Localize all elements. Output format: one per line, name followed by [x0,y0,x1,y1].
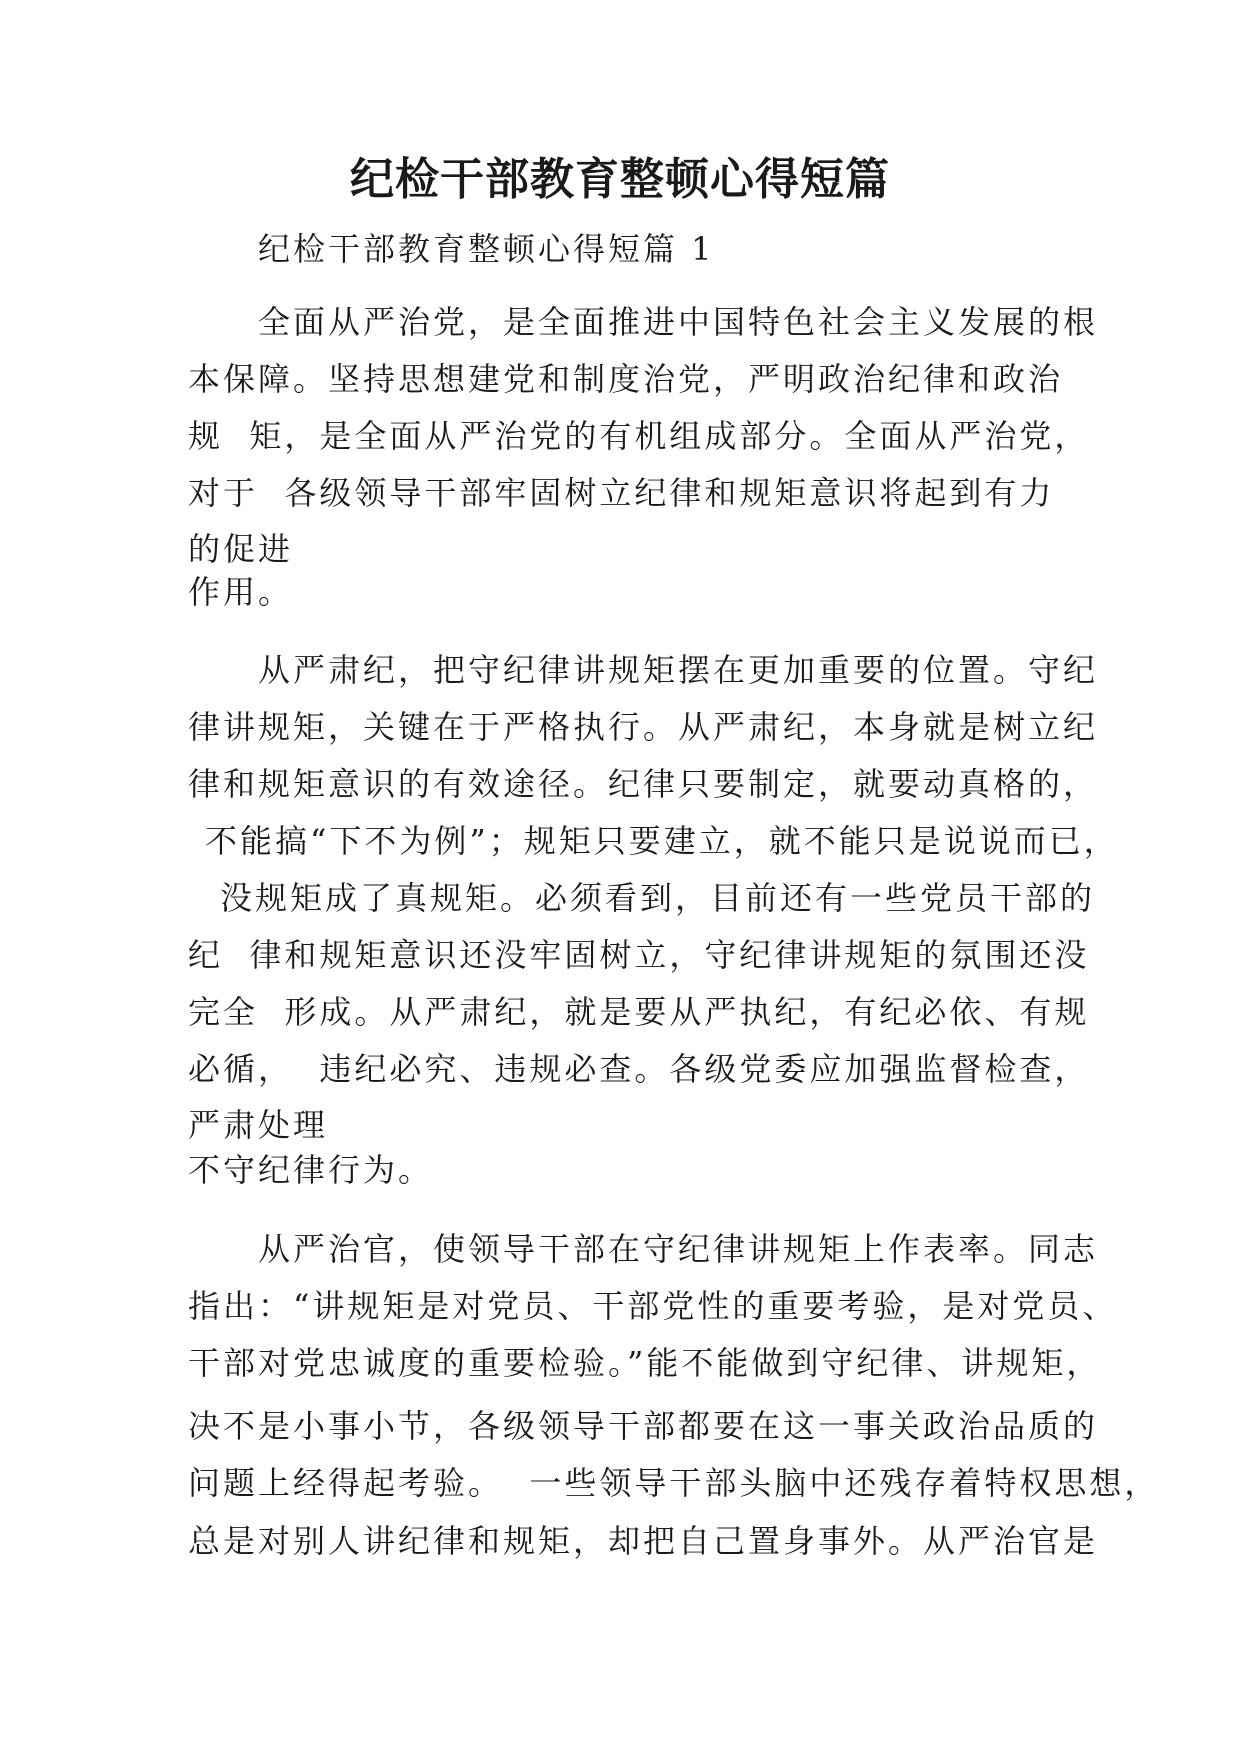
document-title: 纪检干部教育整顿心得短篇 [350,154,890,205]
paragraph-1-line-5: 的促进 [188,530,294,568]
paragraph-2-line-6: 纪 律和规矩意识还没牢固树立，守纪律讲规矩的氛围还没 [188,936,1090,974]
paragraph-3-line-4: 决不是小事小节，各级领导干部都要在这一事关政治品质的 [188,1407,1099,1445]
paragraph-1-line-3: 规 矩，是全面从严治党的有机组成部分。全面从严治党， [188,417,1090,455]
paragraph-2-line-9: 严肃处理 [188,1106,329,1144]
paragraph-2-line-3: 律和规矩意识的有效途径。纪律只要制定，就要动真格的， [188,765,1099,803]
paragraph-1-line-6: 作用。 [188,573,294,611]
paragraph-3-line-3: 干部对党忠诚度的重要检验。”能不能做到守纪律、讲规矩， [188,1344,1102,1382]
paragraph-2-line-7: 完全 形成。从严肃纪，就是要从严执纪，有纪必依、有规 [188,993,1090,1031]
paragraph-2-line-5: 没规矩成了真规矩。必须看到，目前还有一些党员干部的 [220,879,1096,917]
paragraph-2-line-1: 从严肃纪，把守纪律讲规矩摆在更加重要的位置。守纪 [258,651,1099,689]
paragraph-3-line-2: 指出：“讲规矩是对党员、干部党性的重要考验，是对党员、 [188,1287,1118,1325]
paragraph-2-line-10: 不守纪律行为。 [188,1151,434,1189]
paragraph-1-line-1: 全面从严治党，是全面推进中国特色社会主义发展的根 [258,303,1099,341]
paragraph-2-line-4: 不能搞“下不为例”；规矩只要建立，就不能只是说说而已， [205,822,1119,860]
paragraph-3-line-6: 总是对别人讲纪律和规矩，却把自己置身事外。从严治官是 [188,1522,1099,1560]
paragraph-3-line-1: 从严治官，使领导干部在守纪律讲规矩上作表率。同志 [258,1230,1099,1268]
paragraph-2-line-2: 律讲规矩，关键在于严格执行。从严肃纪，本身就是树立纪 [188,708,1099,746]
paragraph-2-line-8: 必循， 违纪必究、违规必查。各级党委应加强监督检查， [188,1050,1090,1088]
paragraph-3-line-5: 问题上经得起考验。 一些领导干部头脑中还残存着特权思想， [188,1464,1160,1502]
paragraph-1-line-2: 本保障。坚持思想建党和制度治党，严明政治纪律和政治 [188,360,1064,398]
paragraph-1-line-4: 对于 各级领导干部牢固树立纪律和规矩意识将起到有力 [188,474,1055,512]
document-subtitle: 纪检干部教育整顿心得短篇 1 [258,230,715,268]
